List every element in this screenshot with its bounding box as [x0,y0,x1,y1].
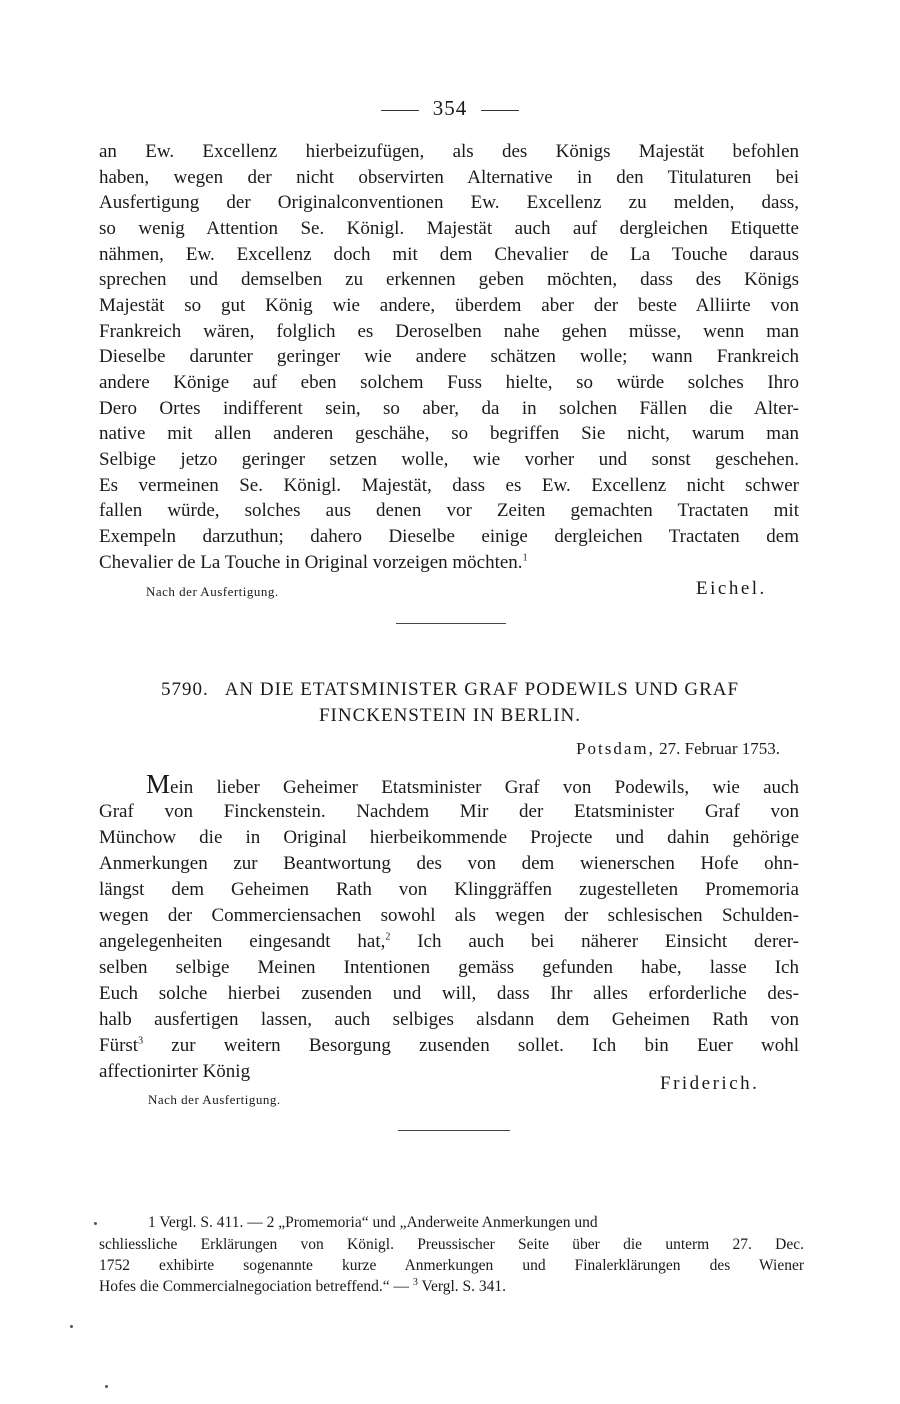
letter1-line: Selbige jetzo geringer setzen wolle, wie vorher und sonst geschehen. [99,449,799,470]
letter1-line: Dieselbe darunter geringer wie andere schätzen wolle; wann Frankreich [99,346,799,367]
letter2-line: Graf von Finckenstein. Nachdem Mir der Etatsminister Graf von [99,801,799,822]
letter1-line: Frankreich wären, folglich es Deroselben nahe gehen müsse, wenn man [99,321,799,342]
letter1-line: haben, wegen der nicht observirten Alternative in den Titulaturen bei [99,167,799,188]
header-dash-right [481,110,519,111]
footnote-text: Vergl. S. 411. — [159,1214,263,1231]
letter2-line: längst dem Geheimen Rath von Klinggräffen zugestelleten Promemoria [99,879,799,900]
letter2-signature: Friderich. [660,1073,760,1094]
section-divider [396,623,506,624]
letter1-line: fallen würde, solches aus denen vor Zeiten gemachten Tractaten mit [99,500,799,521]
letter2-line: selben selbige Meinen Intentionen gemäss gefunden habe, lasse Ich [99,957,799,978]
letter1-last-line [99,550,799,576]
scan-speck [105,1385,108,1388]
footnote-text: Vergl. S. 341. [421,1278,507,1295]
line-text: Ich auch bei näherer Einsicht derer- [390,931,799,952]
letter2-line: halb ausfertigen lassen, auch selbiges alsdann dem Geheimen Rath von [99,1009,799,1030]
footnote-text: Hofes die Commercialnegociation betreffend.“ — [99,1278,410,1295]
initial-letter: M [146,769,171,799]
letter2-line [99,929,799,955]
scan-speck [94,1222,97,1225]
letter2-line: wegen der Commerciensachen sowohl als wegen der schlesischen Schulden- [99,905,799,926]
letter2-line [99,1033,799,1059]
letter2-line: Euch solche hierbei zusenden und will, dass Ihr alles erforderliche des- [99,983,799,1004]
date-place: Potsdam, [576,739,655,758]
footnote-number: 3 [412,1276,418,1288]
letter1-line: Dero Ortes indifferent sein, so aber, da in solchen Fällen die Alter- [99,398,799,419]
letter2-line: Münchow die in Original hierbeikommende Projecte und dahin gehörige [99,827,799,848]
footnote-mark: 2 [385,931,391,943]
header-dash-left [381,110,419,111]
letter1-line: so wenig Attention Se. Königl. Majestät auch auf dergleichen Etiquette [99,218,799,239]
date-text: 27. Februar 1753. [659,739,780,758]
letter2-line: Anmerkungen zur Beantwortung des von dem wienerschen Hofe ohn- [99,853,799,874]
letter1-line: an Ew. Excellenz hierbeizufügen, als des Königs Majestät befohlen [99,141,799,162]
line-text: Fürst [99,1035,139,1056]
letter1-line: Es vermeinen Se. Königl. Majestät, dass es Ew. Excellenz nicht schwer [99,475,799,496]
page-number: 354 [432,96,468,120]
footnote-number: 2 [266,1214,275,1231]
scan-speck [70,1325,73,1328]
footnote-number: 1 [148,1214,156,1231]
page-header [0,96,900,121]
letter1-signature: Eichel. [696,578,767,599]
letter2-dateline [576,739,780,759]
letter1-line: nähmen, Ew. Excellenz doch mit dem Chevalier de La Touche daraus [99,244,799,265]
letter1-line: Exempeln darzuthun; dahero Dieselbe einige dergleichen Tractaten dem [99,526,799,547]
section-divider [398,1130,510,1131]
footnote-mark: 1 [522,552,528,564]
letter1-line: andere Könige auf eben solchem Fuss hielte, so würde solches Ihro [99,372,799,393]
footnote-mark: 3 [138,1035,144,1047]
letter2-heading-text: AN DIE ETATSMINISTER GRAF PODEWILS UND GRAF [224,679,740,700]
letter2-line: affectionirter König [99,1061,251,1082]
letter1-line: Majestät so gut König wie andere, überdem aber der beste Alliirte von [99,295,799,316]
letter2-heading-line2: FINCKENSTEIN IN BERLIN. [318,705,582,726]
line-text: zur weitern Besorgung zusenden sollet. Ich bin Euer wohl [143,1035,799,1056]
letter1-line: sprechen und demselben zu erkennen geben möchten, dass des Königs [99,269,799,290]
letter1-source-note: Nach der Ausfertigung. [146,584,279,599]
line-text: angelegenheiten eingesandt hat, [99,931,386,952]
footnote-text: „Promemoria“ und „Anderweite Anmerkungen und [278,1214,598,1231]
letter-number: 5790. [160,679,209,700]
footnote-line: 1752 exhibirte sogenannte kurze Anmerkungen und Finalerklärungen des Wiener [99,1257,804,1274]
letter1-line: Chevalier de La Touche in Original vorzeigen möchten. [99,552,523,573]
letter1-line: native mit allen anderen geschähe, so begriffen Sie nicht, warum man [99,423,799,444]
letter2-source-note: Nach der Ausfertigung. [148,1092,281,1107]
letter2-heading-line1 [0,677,900,703]
letter2-line: ein lieber Geheimer Etatsminister Graf von Podewils, wie auch [170,777,799,798]
letter2-first-line [146,769,799,801]
letter1-line: Ausfertigung der Originalconventionen Ew. Excellenz zu melden, dass, [99,192,799,213]
footnote-line [148,1213,804,1234]
footnote-line: schliessliche Erklärungen von Königl. Preussischer Seite über die unterm 27. Dec. [99,1236,804,1253]
footnote-line [99,1277,804,1298]
